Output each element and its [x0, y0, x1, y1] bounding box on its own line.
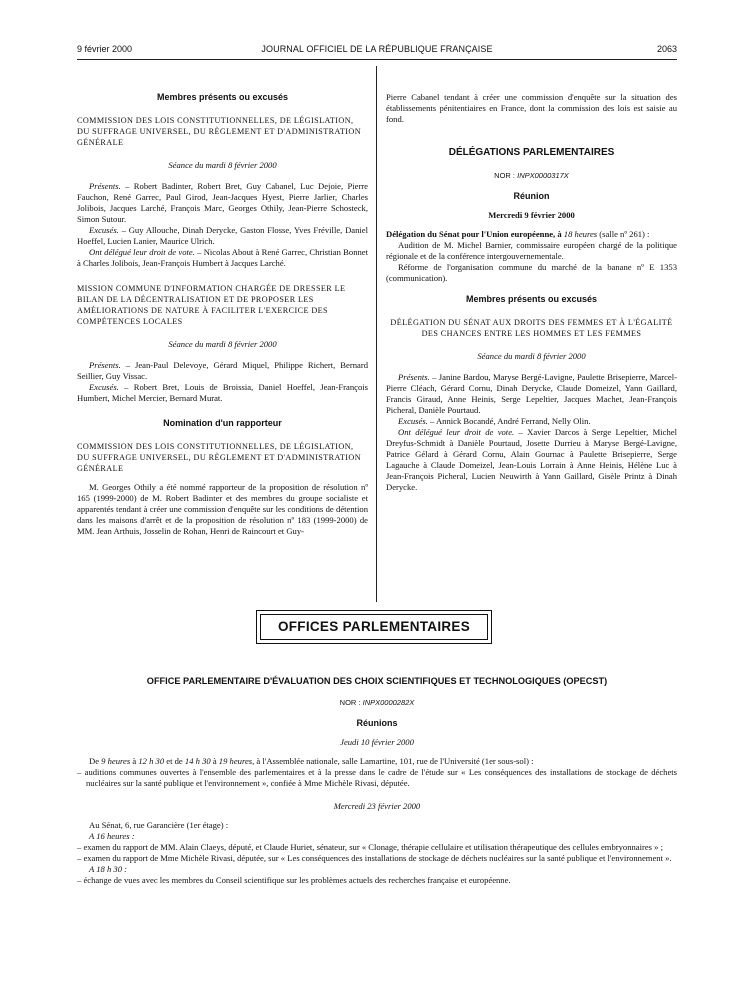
heading-reunion: Réunion [513, 191, 550, 201]
presents-paragraph [386, 372, 677, 416]
presents-label: Présents. [89, 360, 121, 370]
presents-label: Présents. [398, 372, 430, 382]
seance-date: Séance du mardi 8 février 2000 [168, 160, 277, 170]
heading-nomination: Nomination d'un rapporteur [163, 418, 282, 428]
offices-section [77, 676, 677, 886]
page-number: 2063 [656, 44, 677, 54]
header-rule [77, 59, 677, 60]
agenda-item: – examen du rapport de Mme Michèle Rivasi, députée, sur « Les conséquences des installations de stockage de déchets nucléaires sur la santé publique et l'environnement ». [77, 853, 672, 863]
time: 9 heures [101, 756, 131, 766]
delegation-room: (salle nº 261) : [597, 229, 650, 239]
column-divider [376, 66, 377, 602]
meeting-date: Jeudi 10 février 2000 [340, 737, 414, 747]
time-heading: A 16 heures : [89, 831, 135, 841]
commission-lois-title: COMMISSION DES LOIS CONSTITUTIONNELLES, DE LÉGISLATION, DU SUFFRAGE UNIVERSEL, DU RÈGLEMENT ET D'ADMINISTRATION GÉNÉRALE [77, 442, 362, 473]
vote-paragraph [77, 247, 368, 269]
agenda-item: – examen du rapport de MM. Alain Claeys, député, et Claude Huriet, sénateur, sur « Clonage, thérapie cellulaire et utilisation thérapeutique des cellules embryonnaires » ; [77, 842, 663, 852]
nor-value: INPX0000282X [362, 698, 415, 707]
offices-banner [256, 610, 492, 644]
vote-label: Ont délégué leur droit de vote. [89, 247, 195, 257]
vote-list: – Nicolas About à René Garrec, Christian Bonnet à Charles Jolibois, Jean-François Humbert à Jacques Larché. [77, 247, 368, 268]
nor-reference [77, 697, 677, 708]
nomination-paragraph: M. Georges Othily a été nommé rapporteur de la proposition de résolution nº 165 (1999-2000) de M. Robert Badinter et des membres du groupe socialiste et apparentés tendant à créer une commission d'enquête sur les conditions de détention dans les maisons d'arrêt et de la proposition de résolution nº 183 (1999-2000) de MM. Jean Arthuis, Josselin de Rohan, Henri de Raincourt et Guy- [77, 482, 368, 536]
left-column [77, 92, 368, 537]
nor-label: NOR : [339, 698, 361, 707]
vote-list: – Xavier Darcos à Serge Lepeltier, Michel Dreyfus-Schmidt à Danièle Pourtaud, Josette Durrieu à Maryse Bergé-Lavigne, Patrice Gélard à Gérard Cornu, Alain Gournac à Paulette Brisepierre, Serge Lagauche à Claude Domeizel, Jean-Louis Lorrain à Anne Heinis, Hélène Luc à Jean-François Picheral, Lucien Neuwirth à Yann Gaillard, Gisèle Printz à Dinah Derycke. [386, 427, 677, 492]
heading-membres: Membres présents ou excusés [465, 294, 598, 304]
audition-paragraph: Audition de M. Michel Barnier, commissaire européen chargé de la politique régionale et de la conférence intergouvernementale. [386, 240, 677, 261]
opecst-title: OFFICE PARLEMENTAIRE D'ÉVALUATION DES CHOIX SCIENTIFIQUES ET TECHNOLOGIQUES (OPECST) [146, 676, 608, 686]
location-paragraph: Au Sénat, 6, rue Garancière (1er étage) : [89, 820, 229, 830]
excuses-list: – Guy Allouche, Dinah Derycke, Gaston Flosse, Yves Fréville, Daniel Hoeffel, Lucien Lanier, Maurice Ulrich. [77, 225, 368, 246]
reforme-paragraph: Réforme de l'organisation commune du marché de la banane nº E 1353 (communication). [386, 262, 677, 283]
presents-label: Présents. [89, 181, 121, 191]
time: 19 heures, [218, 756, 255, 766]
heading-membres: Membres présents ou excusés [156, 92, 289, 102]
meeting-date: Mercredi 23 février 2000 [333, 801, 421, 811]
excuses-label: Excusés. [89, 382, 119, 392]
time: 14 h 30 [184, 756, 211, 766]
presents-list: – Jean-Paul Delevoye, Gérard Miquel, Philippe Richert, Bernard Seillier, Guy Vissac. [77, 360, 368, 381]
presents-list: – Janine Bardou, Maryse Bergé-Lavigne, Paulette Brisepierre, Marcel-Pierre Cléach, Gérard Cornu, Dinah Derycke, Claude Domeizel, Yann Gaillard, Francis Giraud, Anne Heinis, Serge Lepeltier, Jacques Machet, Jean-François Picheral, Danièle Pourtaud. [386, 372, 677, 415]
vote-paragraph [386, 427, 677, 493]
header-title: JOURNAL OFFICIEL DE LA RÉPUBLIQUE FRANÇAISE [261, 44, 493, 54]
mission-title: MISSION COMMUNE D'INFORMATION CHARGÉE DE DRESSER LE BILAN DE LA DÉCENTRALISATION ET DE PROPOSER LES AMÉLIORATIONS DE NATURE À FACILITER L'EXERCICE DES COMPÉTENCES LOCALES [77, 284, 346, 326]
excuses-list: – Robert Bret, Louis de Broissia, Daniel Hoeffel, Jean-François Humbert, Michel Mercier, Bernard Murat. [77, 382, 368, 403]
right-column [386, 92, 677, 493]
delegation-name: Délégation du Sénat pour l'Union européenne, à [386, 229, 562, 239]
location: à l'Assemblée nationale, salle Lamartine, 101, rue de l'Université (1er sous-sol) : [254, 756, 534, 766]
excuses-list: – Annick Bocandé, André Ferrand, Nelly Olin. [427, 416, 591, 426]
nor-label: NOR : [494, 171, 516, 180]
excuses-label: Excusés. [89, 225, 119, 235]
vote-label: Ont délégué leur droit de vote. [398, 427, 515, 437]
offices-banner-label: OFFICES PARLEMENTAIRES [260, 614, 488, 640]
nor-reference [386, 170, 677, 181]
commission-lois-title: COMMISSION DES LOIS CONSTITUTIONNELLES, DE LÉGISLATION, DU SUFFRAGE UNIVERSEL, DU RÈGLEMENT ET D'ADMINISTRATION GÉNÉRALE [77, 116, 362, 147]
nor-value: INPX0000317X [517, 171, 569, 180]
excuses-paragraph [77, 382, 368, 404]
continuation-paragraph: Pierre Cabanel tendant à créer une commission d'enquête sur la situation des établissements pénitentiaires en France, dont la commission des lois est saisie au fond. [386, 92, 677, 124]
delegation-time: 18 heures [563, 229, 598, 239]
heading-reunions: Réunions [356, 718, 398, 728]
heading-delegations: DÉLÉGATIONS PARLEMENTAIRES [448, 147, 615, 158]
presents-paragraph [77, 181, 368, 225]
seance-date: Séance du mardi 8 février 2000 [477, 351, 586, 361]
presents-paragraph [77, 360, 368, 382]
running-header [77, 44, 677, 58]
delegation-paragraph [386, 229, 677, 240]
header-date: 9 février 2000 [77, 44, 133, 54]
seance-date: Séance du mardi 8 février 2000 [168, 339, 277, 349]
excuses-paragraph [77, 225, 368, 247]
time-heading: A 18 h 30 : [89, 864, 128, 874]
agenda-item: – échange de vues avec les membres du Conseil scientifique sur les problèmes actuels des recherches française et européenne. [77, 875, 511, 885]
excuses-label: Excusés. [398, 416, 428, 426]
schedule-paragraph: De 9 heures à 12 h 30 et de 14 h 30 à 19 heures, à l'Assemblée nationale, salle Lamartine, 101, rue de l'Université (1er sous-sol) : [89, 756, 534, 766]
delegation-femmes-title: DÉLÉGATION DU SÉNAT AUX DROITS DES FEMMES ET À L'ÉGALITÉ DES CHANCES ENTRE LES HOMMES ET LES FEMMES [390, 318, 673, 338]
time: 12 h 30 [138, 756, 165, 766]
meeting-date: Mercredi 9 février 2000 [488, 210, 575, 220]
presents-list: – Robert Badinter, Robert Bret, Guy Cabanel, Luc Dejoie, Pierre Fauchon, René Garrec, Paul Girod, Jean-Jacques Hyest, Pierre Jarlier, Charles Jolibois, Jacques Larché, François Marc, Georges Othily, Jean-Pierre Schosteck, Simon Sutour. [77, 181, 368, 224]
excuses-paragraph [386, 416, 677, 427]
agenda-item: – auditions communes ouvertes à l'ensemble des parlementaires et à la presse dans le cadre de l'étude sur « Les conséquences des installations de stockage de déchets nucléaires sur la santé publique et l'environnement », confiée à Mme Michèle Rivasi, députée. [77, 767, 677, 788]
